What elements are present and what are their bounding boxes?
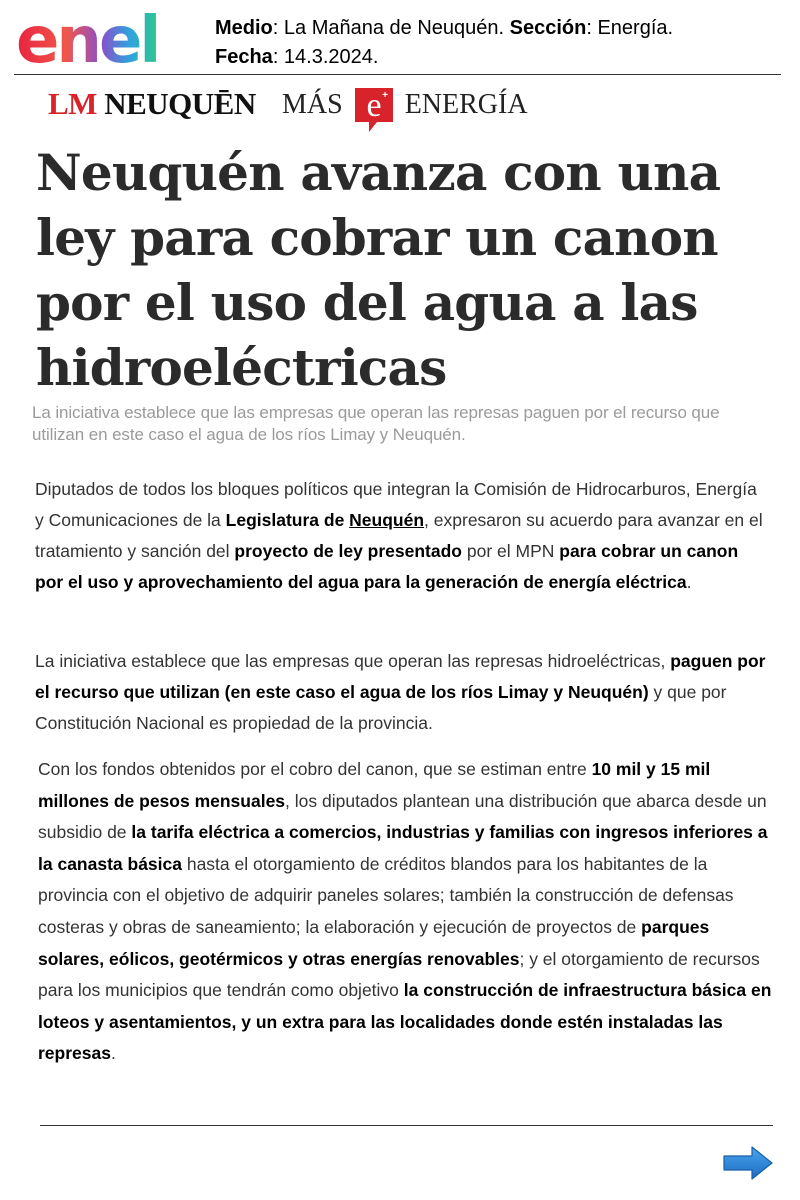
neuquen-logo-word: NEUQUĒN bbox=[104, 86, 256, 121]
arrow-right-icon[interactable] bbox=[722, 1145, 774, 1181]
energia-word: ENERGÍA bbox=[404, 89, 528, 120]
fecha-label: Fecha bbox=[215, 46, 273, 68]
article-metadata bbox=[215, 14, 785, 72]
badge-letter: e bbox=[366, 87, 382, 124]
enel-logo bbox=[16, 6, 192, 70]
article-subtitle: La iniciativa establece que las empresas que operan las represas paguen por el recurso que utilizan en este caso el agua de los ríos Limay y Neuquén. bbox=[32, 403, 720, 444]
medio-label: Medio bbox=[215, 17, 273, 39]
mas-energia-logo bbox=[282, 86, 528, 136]
svg-text:+: + bbox=[381, 90, 388, 101]
footer-divider bbox=[40, 1125, 773, 1126]
mas-word: MÁS bbox=[282, 89, 343, 120]
seccion-value: : Energía. bbox=[586, 17, 674, 39]
lm-logo-mark: LM bbox=[48, 86, 97, 121]
neuquen-link[interactable]: Neuquén bbox=[349, 510, 425, 530]
enel-logo-text: enel bbox=[16, 6, 159, 70]
energy-e-badge-icon bbox=[351, 86, 397, 134]
fecha-value: : 14.3.2024. bbox=[272, 46, 379, 68]
article-paragraph-2: La iniciativa establece que las empresas que operan las represas hidroeléctricas, paguen por el recurso que utilizan (en este caso el agua de los ríos Limay y Neuquén) y que por Constitución Nacional es propiedad de la provincia. bbox=[35, 651, 766, 733]
header-divider bbox=[14, 74, 781, 75]
lm-neuquen-logo bbox=[48, 86, 256, 122]
article-headline: Neuquén avanza con una ley para cobrar un canon por el uso del agua a las hidroeléctricas bbox=[36, 143, 721, 397]
article-paragraph-1: Diputados de todos los bloques políticos que integran la Comisión de Hidrocarburos, Energía y Comunicaciones de la Legislatura de Neuquén, expresaron su acuerdo para avanzar en el tratamiento y sanción del proyecto de ley presentado por el MPN para cobrar un canon por el uso y aprovechamiento del agua para la generación de energía eléctrica. bbox=[35, 479, 763, 592]
medio-value: : La Mañana de Neuquén. bbox=[272, 17, 510, 39]
seccion-label: Sección bbox=[509, 17, 587, 39]
article-paragraph-3: Con los fondos obtenidos por el cobro del canon, que se estiman entre 10 mil y 15 mil millones de pesos mensuales, los diputados plantean una distribución que abarca desde un subsidio de la tarifa eléctrica a comercios, industrias y familias con ingresos inferiores a la canasta básica hasta el otorgamiento de créditos blandos para los habitantes de la provincia con el objetivo de adquirir paneles solares; también la construcción de defensas costeras y obras de saneamiento; la elaboración y ejecución de proyectos de parques solares, eólicos, geotérmicos y otras energías renovables; y el otorgamiento de recursos para los municipios que tendrán como objetivo la construcción de infraestructura básica en loteos y asentamientos, y un extra para las localidades donde estén instaladas las represas. bbox=[38, 759, 772, 1064]
